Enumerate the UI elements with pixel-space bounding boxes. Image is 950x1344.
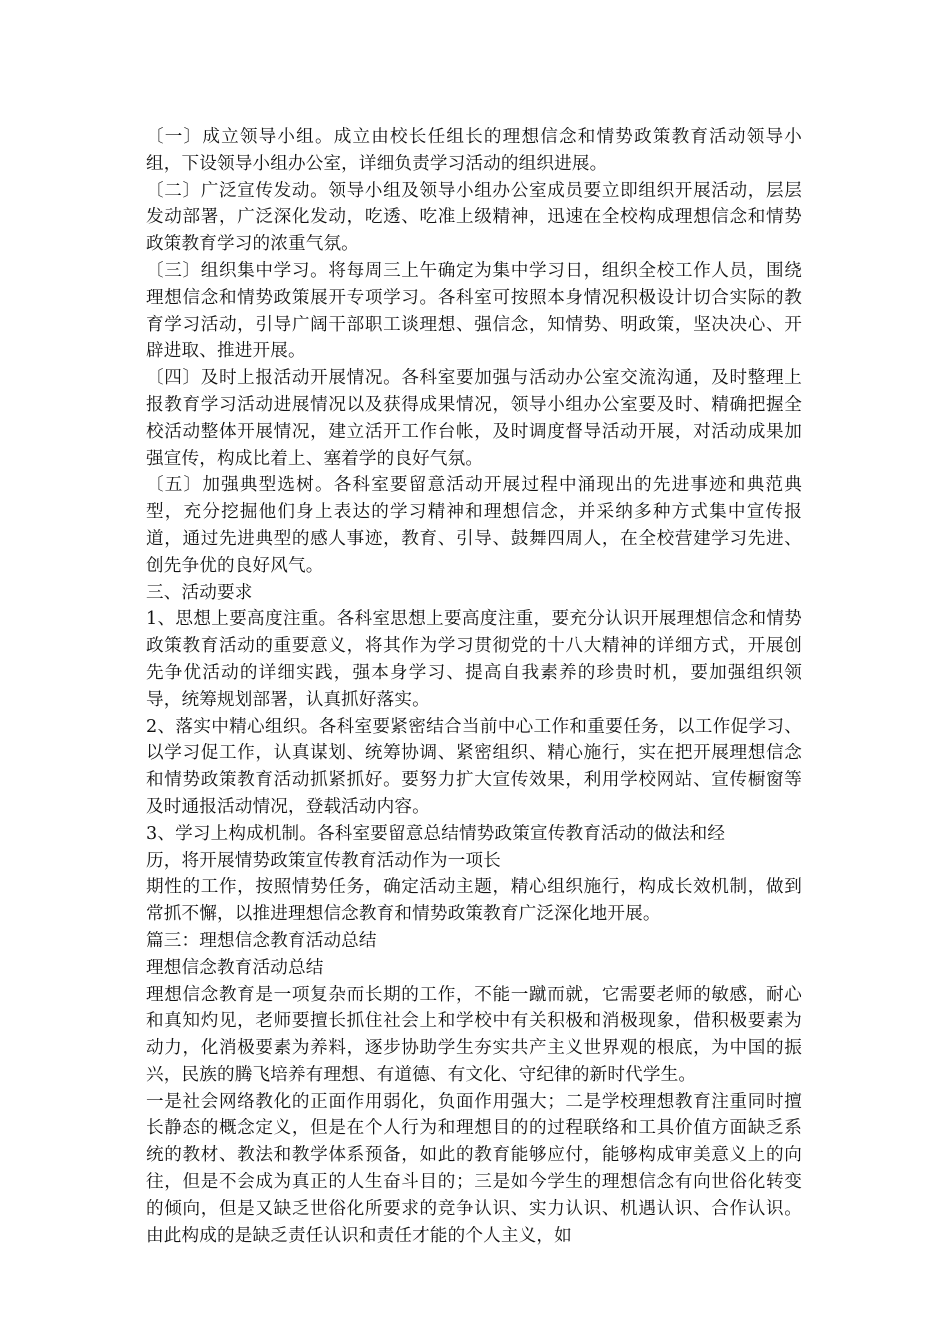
document-body — [146, 124, 802, 1249]
paragraph-role-models: 〔五〕加强典型选树。各科室要留意活动开展过程中涌现出的先进事迹和典范典型，充分挖掘他们身上表达的学习精神和理想信念，并采纳多种方式集中宣传报道，通过先进典型的感人事迹，教育、引导、鼓舞四周人，在全校营建学习先进、创先争优的良好风气。 — [146, 475, 802, 576]
paragraph-leadership-group: 〔一〕成立领导小组。成立由校长任组长的理想信念和情势政策教育活动领导小组，下设领导小组办公室，详细负责学习活动的组织进展。 — [146, 127, 802, 174]
paragraph-summary-intro: 理想信念教育是一项复杂而长期的工作，不能一蹴而就，它需要老师的敏感，耐心和真知灼见，老师要擅长抓住社会上和学校中有关积极和消极现象，借积极要素为动力，化消极要素为养料，逐步协助学生夯实共产主义世界观的根底，为中国的振兴，民族的腾飞培养有理想、有道德、有文化、守纪律的新时代学生。 — [146, 984, 802, 1085]
paragraph-requirement-3-continued: 期性的工作，按照情势任务，确定活动主题，精心组织施行，构成长效机制，做到常抓不懈，以推进理想信念教育和情势政策教育广泛深化地开展。 — [146, 877, 802, 925]
paragraph-requirement-2: 2、落实中精心组织。各科室要紧密结合当前中心工作和重要任务，以工作促学习、以学习促工作，认真谋划、统筹协调、紧密组织、精心施行，实在把开展理想信念和情势政策教育活动抓紧抓好。要努力扩大宣传效果，利用学校网站、宣传橱窗等及时通报活动情况，登载活动内容。 — [146, 716, 802, 817]
paragraph-progress-report: 〔四〕及时上报活动开展情况。各科室要加强与活动办公室交流沟通，及时整理上报教育学习活动进展情况以及获得成果情况，领导小组办公室要及时、精确把握全校活动整体开展情况，建立活开工作台帐，及时调度督导活动开展，对活动成果加强宣传，构成比着上、塞着学的良好气氛。 — [146, 368, 802, 469]
paragraph-summary-problems: 一是社会网络教化的正面作用弱化，负面作用强大；二是学校理想教育注重同时擅长静态的概念定义，但是在个人行为和理想目的的过程联络和工具价值方面缺乏系统的教材、教法和教学体系预备，如此的教育能够应付，能够构成审美意义上的向往，但是不会成为真正的人生奋斗目的；三是如今学生的理想信念有向世俗化转变的倾向，但是又缺乏世俗化所要求的竞争认识、实力认识、机遇认识、合作认识。由此构成的是缺乏责任认识和责任才能的个人主义，如 — [146, 1091, 802, 1246]
paragraph-requirement-3-line-1: 3、学习上构成机制。各科室要留意总结情势政策宣传教育活动的做法和经 — [146, 823, 726, 844]
section-heading-requirements: 三、活动要求 — [146, 582, 253, 603]
article-title: 理想信念教育活动总结 — [146, 957, 324, 978]
paragraph-publicity: 〔二〕广泛宣传发动。领导小组及领导小组办公室成员要立即组织开展活动，层层发动部署，广泛深化发动，吃透、吃准上级精神，迅速在全校构成理想信念和情势政策教育学习的浓重气氛。 — [146, 180, 802, 255]
paragraph-centralized-study: 〔三〕组织集中学习。将每周三上午确定为集中学习日，组织全校工作人员，围绕理想信念和情势政策展开专项学习。各科室可按照本身情况积极设计切合实际的教育学习活动，引导广阔干部职工谈理想、强信念，知情势、明政策，坚决决心、开辟进取、推进开展。 — [146, 260, 802, 362]
paragraph-requirement-3-line-2: 历，将开展情势政策宣传教育活动作为一项长 — [146, 850, 501, 871]
paragraph-requirement-1: 1、思想上要高度注重。各科室思想上要高度注重，要充分认识开展理想信念和情势政策教育活动的重要意义，将其作为学习贯彻党的十八大精神的详细方式，开展创先争优活动的详细实践，强本身学习、提高自我素养的珍贵时机，要加强组织领导，统筹规划部署，认真抓好落实。 — [146, 609, 802, 710]
chapter-heading: 篇三：理想信念教育活动总结 — [146, 930, 377, 951]
